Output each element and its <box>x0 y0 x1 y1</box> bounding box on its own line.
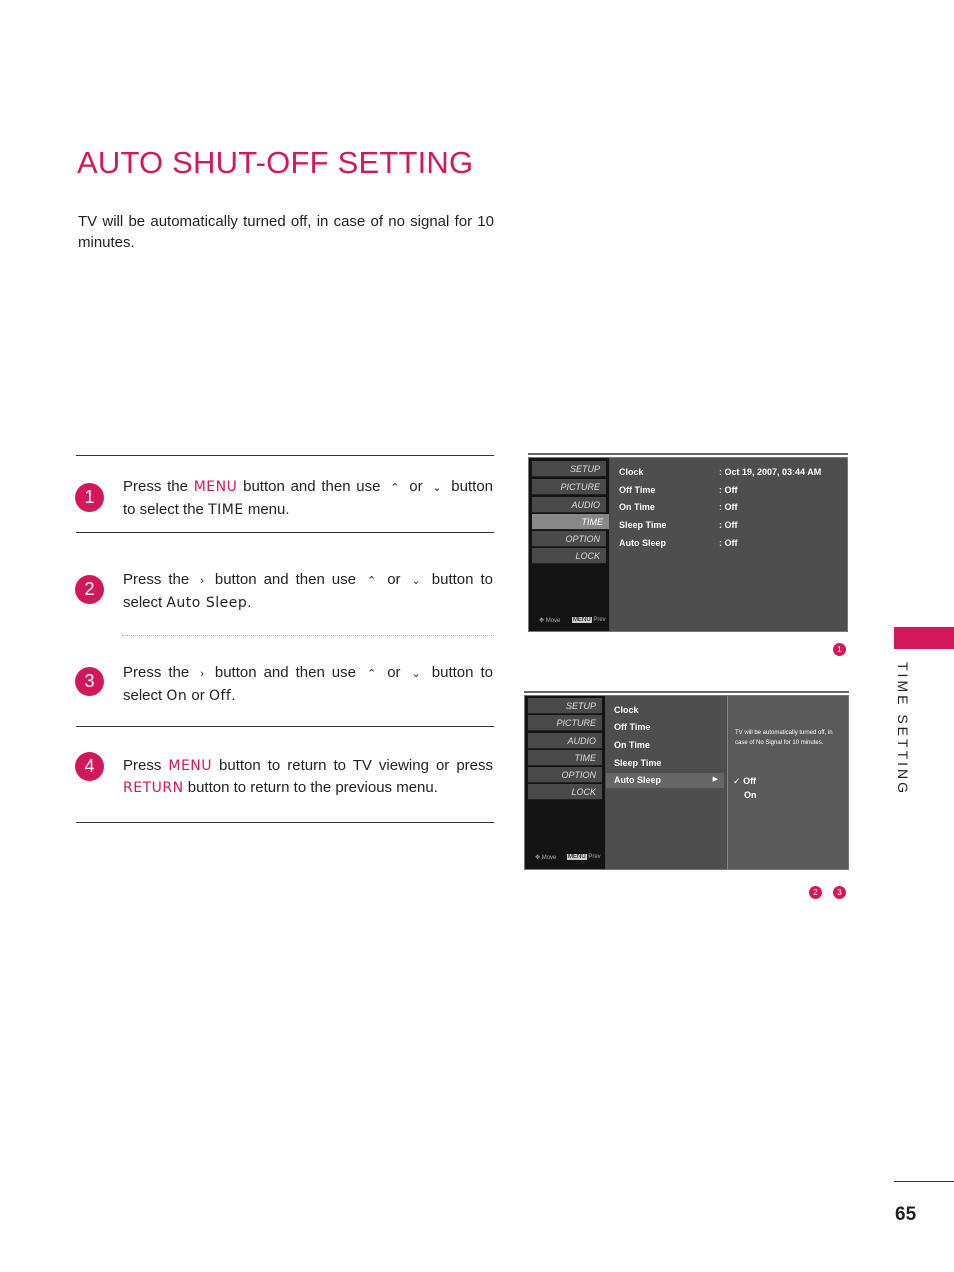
menu-key: MENU <box>168 758 213 774</box>
row-label[interactable]: Clock <box>614 705 639 715</box>
footer-line <box>894 1181 954 1182</box>
down-arrow-icon: ⌄ <box>411 575 421 587</box>
page-title: AUTO SHUT-OFF SETTING <box>77 145 474 180</box>
up-arrow-icon: ⌃ <box>366 575 377 587</box>
menu-time[interactable]: TIME <box>528 750 602 766</box>
right-arrow-icon: › <box>200 668 204 680</box>
menu-setup[interactable]: SETUP <box>532 461 606 477</box>
tv-screen-1 <box>528 457 848 632</box>
step-2-text: Press the › button and then use ⌃ or ⌄ button to select Auto Sleep. <box>123 571 493 611</box>
row-label[interactable]: Off Time <box>614 722 651 732</box>
row-value: : Oct 19, 2007, 03:44 AM <box>719 467 822 477</box>
right-arrow-icon: › <box>200 575 204 587</box>
section-label: TIME SETTING <box>895 662 911 796</box>
divider <box>76 455 494 456</box>
menu-picture[interactable]: PICTURE <box>532 479 606 495</box>
step-1-text: Press the MENU button and then use ⌃ or ⌄ button to select the TIME menu. <box>123 478 494 518</box>
auto-sleep-note: TV will be automatically turned off, in case of No Signal for 10 minutes. <box>735 730 833 746</box>
tv-submenu <box>727 696 848 869</box>
step-number: 4 <box>75 752 104 781</box>
auto-sleep-name: Auto Sleep <box>166 595 248 611</box>
step-3-text: Press the › button and then use ⌃ or ⌄ button to select On or Off. <box>123 664 493 704</box>
menu-setup[interactable]: SETUP <box>528 698 602 714</box>
page-number: 65 <box>895 1204 917 1225</box>
move-hint: ✥ Move <box>539 618 561 624</box>
menu-time[interactable]: TIME <box>532 514 609 530</box>
on-option: On <box>166 688 188 704</box>
tv-sidebar <box>525 696 605 869</box>
row-label[interactable]: On Time <box>619 502 655 512</box>
up-arrow-icon: ⌃ <box>390 482 400 494</box>
menu-lock[interactable]: LOCK <box>528 784 602 800</box>
row-value: : Off <box>719 520 738 530</box>
dotted-divider <box>122 635 494 636</box>
menu-option[interactable]: OPTION <box>532 531 606 547</box>
row-label[interactable]: Auto Sleep <box>619 538 667 548</box>
off-option: Off <box>208 688 232 704</box>
up-arrow-icon: ⌃ <box>366 668 377 680</box>
menu-picture[interactable]: PICTURE <box>528 715 602 731</box>
screen-top-line <box>524 691 849 693</box>
row-label[interactable]: Sleep Time <box>619 520 667 530</box>
row-value: : Off <box>719 485 738 495</box>
step-4-text: Press MENU button to return to TV viewing or press RETURN button to return to the previous menu. <box>123 757 493 796</box>
prev-hint: MENU Prev <box>573 617 606 623</box>
move-hint: ✥ Move <box>535 855 557 861</box>
down-arrow-icon: ⌄ <box>432 482 442 494</box>
tv-time-menu <box>606 696 726 869</box>
intro-text: TV will be automatically turned off, in case of no signal for 10 minutes. <box>78 213 494 251</box>
time-menu-name: TIME <box>208 502 244 518</box>
option-off[interactable]: ✓ Off <box>733 776 757 786</box>
return-key: RETURN <box>123 780 184 796</box>
option-on[interactable]: On <box>744 790 757 800</box>
divider <box>76 726 494 727</box>
menu-key: MENU <box>193 479 238 495</box>
menu-option[interactable]: OPTION <box>528 767 602 783</box>
menu-lock[interactable]: LOCK <box>532 548 606 564</box>
step-badge: 2 <box>809 886 822 899</box>
tv-time-menu <box>610 458 847 631</box>
row-label[interactable]: Off Time <box>619 485 656 495</box>
check-icon: ✓ <box>733 776 741 786</box>
row-value: : Off <box>719 538 738 548</box>
divider <box>76 822 494 823</box>
row-auto-sleep-selected[interactable]: Auto Sleep ▶ <box>606 773 724 788</box>
screen-top-line <box>528 453 848 455</box>
menu-audio[interactable]: AUDIO <box>528 733 602 749</box>
play-arrow-icon: ▶ <box>712 776 718 783</box>
prev-hint: MENU Prev <box>568 854 601 860</box>
menu-audio[interactable]: AUDIO <box>532 497 606 513</box>
row-value: : Off <box>719 502 738 512</box>
step-badge: 1 <box>833 643 846 656</box>
tv-sidebar <box>529 458 609 631</box>
down-arrow-icon: ⌄ <box>411 668 421 680</box>
tv-screen-2 <box>524 695 849 870</box>
row-label[interactable]: Clock <box>619 467 644 477</box>
row-label[interactable]: On Time <box>614 740 650 750</box>
step-number: 3 <box>75 667 104 696</box>
step-number: 2 <box>75 575 104 604</box>
step-badge: 3 <box>833 886 846 899</box>
step-number: 1 <box>75 483 104 512</box>
divider <box>76 532 494 533</box>
row-label[interactable]: Sleep Time <box>614 758 662 768</box>
section-tab <box>894 627 954 649</box>
